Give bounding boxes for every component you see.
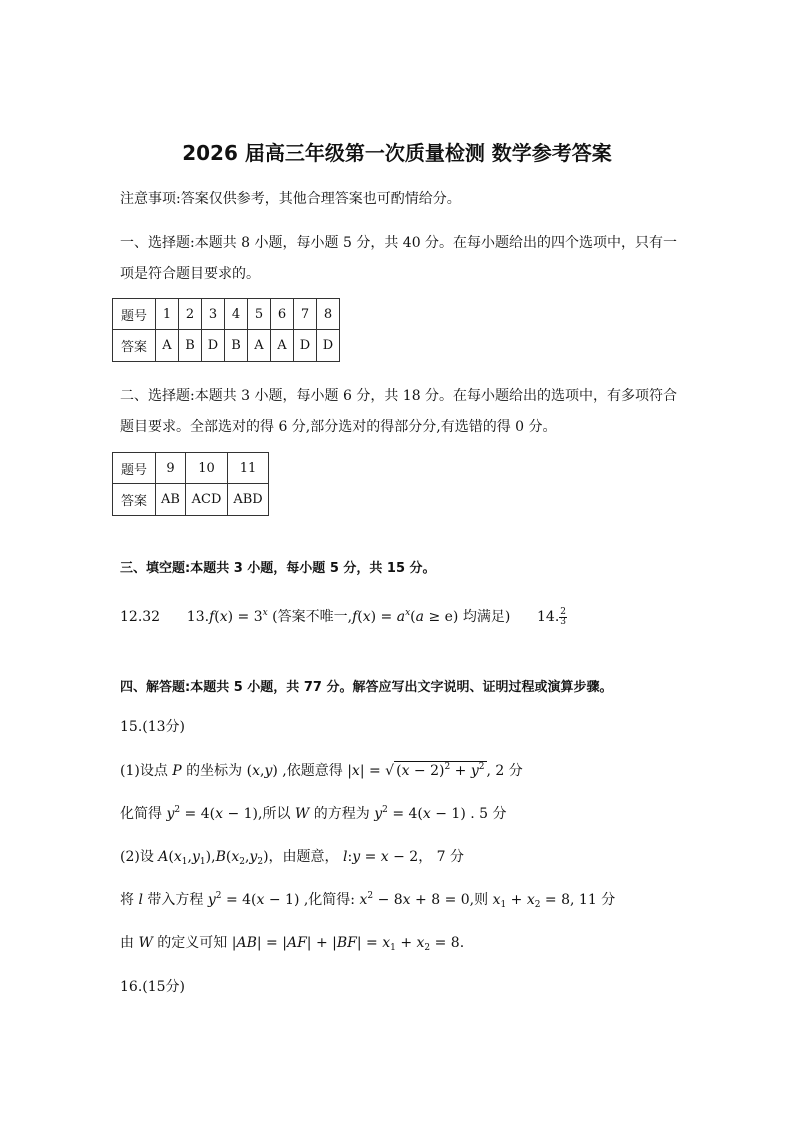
section1-answer-table	[112, 298, 340, 362]
answer-14-prefix: 14.	[537, 609, 560, 625]
section1-line2: 项是符合题目要求的。	[120, 266, 260, 282]
table-header-label: 题号	[113, 453, 156, 484]
section4-heading: 四、解答题:本题共 5 小题，共 77 分。解答应写出文字说明、证明过程或演算步骤。	[120, 680, 613, 695]
answer-cell: D	[294, 330, 317, 362]
q15-step1: (1)设点 P 的坐标为 (x,y) ,依题意得 |x| = √ $(x - 2)^2 + y^2$ , 2 分	[120, 762, 523, 779]
question-number: 5	[248, 299, 271, 330]
q15-step2: 化简得 $y^2 = 4(x - 1)$,所以 W 的方程为 $y^2 = 4(x - 1)$ . 5 分	[120, 805, 507, 822]
answer-12: 12.32	[120, 609, 161, 625]
answer-cell: A	[271, 330, 294, 362]
page-title: 2026 届高三年级第一次质量检测 数学参考答案	[182, 141, 612, 165]
question-number: 1	[156, 299, 179, 330]
question-number: 6	[271, 299, 294, 330]
answer-cell: D	[202, 330, 225, 362]
answer-13-note1: (答案不唯一,	[272, 609, 353, 625]
question-number: 7	[294, 299, 317, 330]
question-number: 2	[179, 299, 202, 330]
answer-13-note2: 均满足)	[462, 609, 511, 625]
question-number: 9	[156, 453, 186, 484]
q15-step4: 将 l 带入方程 $y^2 = 4(x - 1)$ ,化简得: $x^2 - 8x + 8 = 0$,则 $x_1 + x_2 = 8$, 11 分	[120, 891, 616, 910]
answer-cell: A	[248, 330, 271, 362]
question-number: 10	[186, 453, 228, 484]
question-number: 4	[225, 299, 248, 330]
section2-line2: 题目要求。全部选对的得 6 分,部分选对的得部分分,有选错的得 0 分。	[120, 419, 557, 435]
question-number: 11	[228, 453, 269, 484]
section1-line1: 一、选择题:本题共 8 小题，每小题 5 分，共 40 分。在每小题给出的四个选项中，只有一	[120, 235, 678, 251]
answer-cell: ACD	[186, 484, 228, 516]
section3-heading: 三、填空题:本题共 3 小题，每小题 5 分，共 15 分。	[120, 561, 436, 576]
note-text: 注意事项:答案仅供参考，其他合理答案也可酌情给分。	[120, 191, 461, 207]
answer-cell: D	[317, 330, 340, 362]
question-number: 8	[317, 299, 340, 330]
q15-title: 15.(13分)	[120, 719, 186, 735]
table-header-label: 题号	[113, 299, 156, 330]
question-number: 3	[202, 299, 225, 330]
q15-step5: 由 W 的定义可知 $|AB| = |AF| + |BF| = x_1 + x_2 = 8$.	[120, 935, 465, 953]
answer-cell: AB	[156, 484, 186, 516]
answer-cell: B	[225, 330, 248, 362]
answer-13-prefix: 13.	[186, 609, 210, 625]
q15-step3: (2)设 $A(x_1,y_1),B(x_2,y_2)$，由题意， l:y = x − 2， 7 分	[120, 849, 465, 867]
answer-cell: A	[156, 330, 179, 362]
q16-title: 16.(15分)	[120, 979, 186, 995]
table-answer-label: 答案	[113, 330, 156, 362]
answer-cell: B	[179, 330, 202, 362]
answer-14-fraction: $\frac{2}{3}$	[560, 606, 566, 627]
table-answer-label: 答案	[113, 484, 156, 516]
section2-answer-table	[112, 452, 269, 516]
answer-cell: ABD	[228, 484, 269, 516]
section2-line1: 二、选择题:本题共 3 小题，每小题 6 分，共 18 分。在每小题给出的选项中，有多项符合	[120, 388, 678, 404]
fill-answers-line: 12.32 $13.f(x) = 3^x$ (答案不唯一$,f(x) = a^x(a \ge e)$ 均满足) 14. $\frac{2}{3}$	[120, 606, 566, 627]
